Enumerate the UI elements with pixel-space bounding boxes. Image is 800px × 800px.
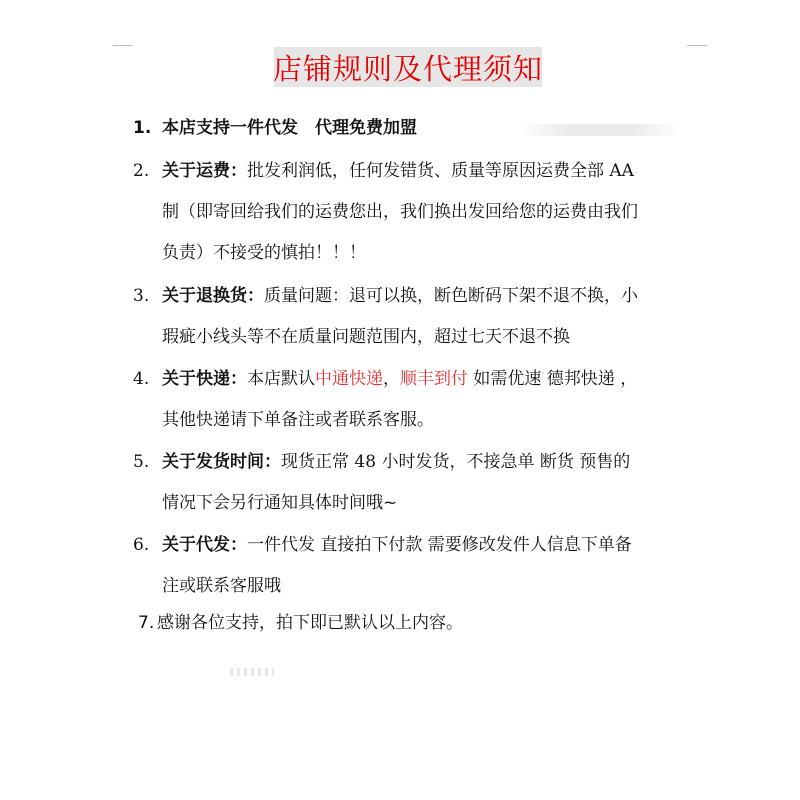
rule-heading: 关于代发： bbox=[162, 535, 247, 555]
rule-line: 制（即寄回给我们的运费您出，我们换出发回给您的运费由我们 bbox=[162, 202, 638, 222]
title-banner bbox=[274, 47, 542, 87]
rule-line: 瑕疵小线头等不在质量问题范围内，超过七天不退不换 bbox=[162, 327, 570, 347]
rule-line-suffix: 如需优速 德邦快递 ， bbox=[468, 369, 638, 389]
rule-number: 7. bbox=[138, 613, 155, 633]
rule-line-prefix: 本店默认 bbox=[247, 369, 315, 389]
rule-heading: 关于快递： bbox=[162, 369, 247, 389]
rule-text: 感谢各位支持，拍下即已默认以上内容。 bbox=[157, 613, 463, 633]
rule-line: 一件代发 直接拍下付款 需要修改发件人信息下单备 bbox=[247, 535, 632, 555]
rule-number: 1. bbox=[133, 118, 152, 138]
rule-line: 负责）不接受的慎拍！！！ bbox=[162, 243, 366, 263]
rule-number: 3. bbox=[133, 286, 150, 306]
rule-separator: ， bbox=[383, 369, 400, 389]
rule-line: 批发利润低，任何发错货、质量等原因运费全部 AA bbox=[247, 161, 634, 181]
page-title: 店铺规则及代理须知 bbox=[273, 51, 544, 86]
rule-heading: 关于发货时间： bbox=[162, 452, 281, 472]
courier-sf-collect: 顺丰到付 bbox=[400, 369, 468, 389]
courier-zto: 中通快递 bbox=[315, 369, 383, 389]
rule-heading: 关于运费： bbox=[162, 161, 247, 181]
faint-mark bbox=[230, 668, 274, 676]
rule-line: 现货正常 48 小时发货，不接急单 断货 预售的 bbox=[281, 452, 631, 472]
rule-line: 情况下会另行通知具体时间哦~ bbox=[162, 493, 398, 513]
rule-number: 2. bbox=[133, 161, 150, 181]
rule-heading: 关于退换货： bbox=[162, 286, 264, 306]
rule-line: 注或联系客服哦 bbox=[162, 576, 281, 596]
page-corner-mark-left bbox=[113, 45, 133, 46]
rule-line: 质量问题：退可以换，断色断码下架不退不换，小 bbox=[264, 286, 638, 306]
rule-number: 5. bbox=[133, 452, 150, 472]
rule-line: 其他快递请下单备注或者联系客服。 bbox=[162, 410, 434, 430]
page-corner-mark-right bbox=[687, 45, 707, 46]
rule-number: 6. bbox=[133, 535, 150, 555]
rule-number: 4. bbox=[133, 369, 150, 389]
rule-text: 本店支持一件代发 代理免费加盟 bbox=[162, 118, 417, 138]
